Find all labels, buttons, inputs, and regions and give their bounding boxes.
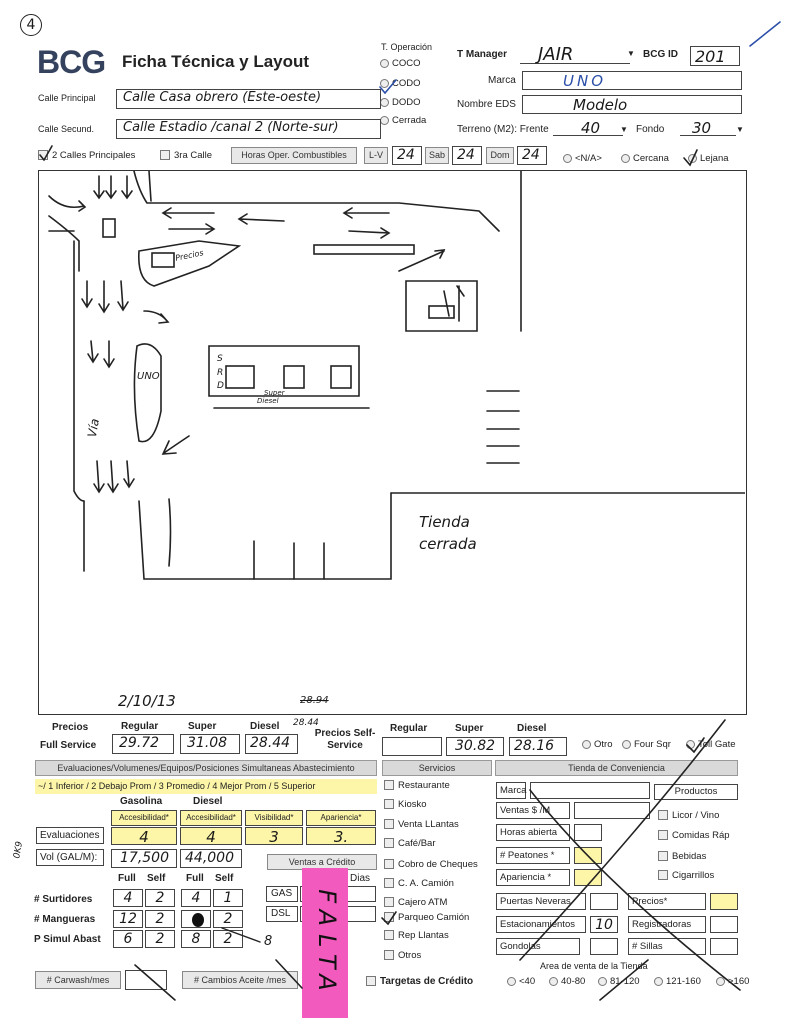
tercera-calle-checkbox[interactable]: [160, 150, 212, 161]
radio-icon: [507, 977, 516, 986]
checkbox-icon: [384, 878, 394, 888]
producto-label: Bebidas: [672, 851, 707, 862]
calle-secund-label: Calle Secund.: [38, 124, 95, 134]
op-option-coco[interactable]: [380, 58, 421, 69]
radio-icon: [380, 116, 389, 125]
estacionamientos-label: Estacionamientos: [496, 916, 586, 933]
falta-note: FALTA: [313, 889, 341, 999]
servicio-label: Cajero ATM: [398, 897, 448, 908]
lejana-label: Lejana: [700, 153, 729, 164]
evaluaciones-section-bar: Evaluaciones/Volumenes/Equipos/Posiciones Simultaneas Abastecimiento: [35, 760, 377, 776]
surt-value: 1: [223, 890, 233, 906]
self-regular-value: [383, 738, 389, 754]
area-option-4[interactable]: [654, 976, 701, 987]
vol-label: Vol (GAL/M):: [36, 849, 104, 866]
tarjetas-label: Targetas de Crédito: [380, 976, 474, 987]
eval-apar-field[interactable]: [306, 827, 376, 845]
t-operacion-label: T. Operación: [381, 42, 433, 52]
surt-value: 2: [155, 890, 165, 906]
self-service-label: Precios Self-Service: [314, 728, 376, 751]
cambios-aceite-label: # Cambios Aceite /mes: [182, 971, 298, 989]
gasolina-label: Gasolina: [120, 796, 163, 807]
vol-gas-field[interactable]: [111, 849, 177, 868]
checkbox-icon: [384, 838, 394, 848]
servicio-ca-camion[interactable]: [384, 878, 454, 889]
lv-label: L-V: [364, 147, 388, 164]
precios-tienda-label: Precios*: [628, 893, 706, 910]
layout-sketch-drawing: [39, 171, 745, 713]
t-manager-label: T Manager: [457, 49, 508, 60]
ventas-label: Ventas $ /M: [496, 802, 570, 819]
checkbox-icon: [366, 976, 376, 986]
ventas-field[interactable]: [574, 802, 650, 819]
dias-label: Dias: [350, 873, 371, 884]
dos-calles-label: 2 Calles Principales: [52, 150, 136, 161]
lv-field[interactable]: [392, 146, 422, 165]
servicio-label: Otros: [398, 950, 422, 961]
diesel-eval-label: Diesel: [193, 796, 223, 807]
op-label: CODO: [392, 78, 421, 89]
na-label: <N/A>: [575, 153, 602, 164]
otro-radio[interactable]: [582, 739, 612, 750]
fondo-value: 30: [692, 119, 712, 137]
calle-principal-value: Calle Casa obrero (Este-oeste): [123, 90, 322, 105]
mang-value: 12: [119, 911, 137, 927]
self-diesel-label: Diesel: [517, 723, 547, 734]
area-option-1[interactable]: [507, 976, 535, 987]
servicio-label: C. A. Camión: [398, 878, 454, 889]
gondolas-field[interactable]: [590, 938, 618, 955]
puertas-neveras-label: Puertas Neveras: [496, 893, 586, 910]
self-super-field[interactable]: [446, 737, 504, 756]
checkbox-icon: [384, 930, 394, 940]
toll-gate-radio[interactable]: [686, 739, 736, 750]
servicio-cafe-bar[interactable]: [384, 838, 436, 849]
radio-icon: [598, 977, 607, 986]
producto-cigarrillos[interactable]: [658, 870, 714, 881]
pump-note-diesel: Diesel: [257, 397, 279, 405]
calle-secund-field[interactable]: [116, 119, 381, 139]
carwash-field[interactable]: [125, 970, 167, 990]
eval-apar-value: 3.: [333, 828, 349, 846]
marca-label: Marca: [488, 75, 516, 86]
lv-value: 24: [397, 147, 415, 163]
simul-self-gas[interactable]: [145, 930, 175, 948]
area-option-label: <40: [519, 976, 536, 987]
op-option-codo[interactable]: [380, 78, 421, 89]
simul-value: 2: [223, 931, 233, 947]
strike-note: 28.94: [300, 695, 329, 706]
apariencia-tienda-field[interactable]: [574, 869, 602, 886]
tienda-marca-field[interactable]: [530, 782, 650, 799]
radio-icon: [549, 977, 558, 986]
servicio-cajero-atm[interactable]: [384, 897, 447, 908]
eval-gas-value: 4: [139, 828, 149, 846]
checkbox-icon: [658, 810, 668, 820]
dom-field[interactable]: [517, 146, 547, 165]
surt-full-gas[interactable]: [113, 889, 143, 907]
op-option-cerrada[interactable]: [380, 115, 426, 126]
eval-scale-bar: ~/ 1 Inferior / 2 Debajo Prom / 3 Promedio / 4 Mejor Prom / 5 Superior: [35, 779, 377, 794]
strike-note-2: 28.44: [293, 718, 319, 728]
radio-icon: [621, 154, 630, 163]
checkbox-icon: [658, 830, 668, 840]
checkbox-icon: [384, 780, 394, 790]
sillas-field[interactable]: [710, 938, 738, 955]
apariencia-header: Apariencia*: [306, 810, 376, 826]
via-sketch-note: Vía: [84, 417, 102, 439]
producto-label: Cigarrillos: [672, 870, 715, 881]
precios-tienda-field[interactable]: [710, 893, 738, 910]
op-label: COCO: [392, 58, 421, 69]
cercana-radio[interactable]: [621, 153, 669, 164]
full-label-2: Full: [186, 873, 204, 884]
regular-label: Regular: [121, 721, 159, 732]
registradoras-field[interactable]: [710, 916, 738, 933]
super-label: Super: [188, 721, 217, 732]
mang-value: 2: [155, 911, 165, 927]
op-label: DODO: [392, 97, 421, 108]
radio-icon: [622, 740, 631, 749]
radio-icon: [563, 154, 572, 163]
simul-value: 8: [191, 931, 201, 947]
simul-full-diesel[interactable]: [181, 930, 211, 948]
layout-sketch-canvas[interactable]: [38, 170, 747, 715]
servicio-label: Cobro de Cheques: [398, 859, 478, 870]
area-venta-label: Area de venta de la Tienda: [540, 961, 648, 971]
accesibilidad-gas-header: Accesibilidad*: [111, 810, 177, 826]
checkbox-icon: [384, 912, 394, 922]
servicio-label: Venta LLantas: [398, 819, 459, 830]
area-option-2[interactable]: [549, 976, 585, 987]
producto-bebidas[interactable]: [658, 851, 706, 862]
dos-calles-checkbox[interactable]: [38, 150, 135, 161]
checkbox-icon: [384, 819, 394, 829]
servicio-label: Parqueo Camión: [398, 912, 470, 923]
frente-value: 40: [581, 119, 601, 137]
tarjetas-credito-checkbox[interactable]: [366, 976, 473, 987]
servicio-label: Restaurante: [398, 780, 450, 791]
full-label-1: Full: [118, 873, 136, 884]
pump-note-s: S: [217, 354, 223, 364]
date-note: 2/10/13: [118, 692, 176, 710]
servicio-restaurante[interactable]: [384, 780, 450, 791]
full-super-value: 31.08: [187, 735, 228, 751]
bcg-id-label: BCG ID: [643, 49, 678, 60]
four-sqr-label: Four Sqr: [634, 739, 671, 750]
radio-icon: [688, 154, 697, 163]
horas-abierta-field[interactable]: [574, 824, 602, 841]
area-option-label: 81-120: [610, 976, 640, 987]
t-manager-field[interactable]: [520, 44, 630, 64]
servicio-cobro-cheques[interactable]: [384, 859, 478, 870]
self-label-2: Self: [215, 873, 234, 884]
self-regular-label: Regular: [390, 723, 428, 734]
checkbox-icon: [658, 870, 668, 880]
page-title: Ficha Técnica y Layout: [122, 52, 310, 71]
radio-icon: [582, 740, 591, 749]
surt-self-gas[interactable]: [145, 889, 175, 907]
servicio-label: Rep Llantas: [398, 930, 449, 941]
calle-principal-field[interactable]: [116, 89, 381, 109]
otro-label: Otro: [594, 739, 613, 750]
radio-icon: [380, 98, 389, 107]
simul-value: 2: [155, 931, 165, 947]
surt-value: 4: [123, 890, 133, 906]
radio-icon: [654, 977, 663, 986]
servicio-otros[interactable]: [384, 950, 421, 961]
tienda-sketch-note: Tienda cerrada: [419, 513, 477, 553]
marca-field[interactable]: [522, 71, 742, 90]
area-option-label: 121-160: [666, 976, 701, 987]
servicio-venta-llantas[interactable]: [384, 819, 459, 830]
radio-icon: [380, 79, 389, 88]
checkbox-icon: [384, 950, 394, 960]
accesibilidad-diesel-header: Accesibilidad*: [180, 810, 242, 826]
full-regular-value: 29.72: [119, 735, 160, 751]
self-label-1: Self: [147, 873, 166, 884]
area-option-5[interactable]: [716, 976, 749, 987]
self-diesel-field[interactable]: [509, 737, 567, 756]
sab-value: 24: [457, 147, 475, 163]
producto-licor[interactable]: [658, 810, 719, 821]
bcg-id-value: 201: [695, 47, 726, 66]
fondo-label: Fondo: [636, 124, 665, 135]
sab-label: Sab: [425, 147, 449, 164]
checkbox-icon: [384, 859, 394, 869]
sab-field[interactable]: [452, 146, 482, 165]
simul-value: 6: [123, 931, 133, 947]
radio-icon: [686, 740, 695, 749]
checkbox-icon: [38, 150, 48, 160]
productos-label: Productos: [654, 784, 738, 800]
calle-principal-label: Calle Principal: [38, 93, 96, 103]
estacionamientos-value: 10: [595, 917, 613, 933]
servicio-label: Kiosko: [398, 799, 427, 810]
self-regular-field[interactable]: [382, 737, 442, 756]
simul-full-gas[interactable]: [113, 930, 143, 948]
area-option-3[interactable]: [598, 976, 640, 987]
nombre-eds-value: Modelo: [573, 96, 628, 114]
bcg-id-field[interactable]: [690, 46, 740, 66]
surt-full-diesel[interactable]: [181, 889, 211, 907]
vol-gas-value: 17,500: [120, 850, 169, 866]
peatones-label: # Peatones *: [496, 847, 570, 864]
surt-value: 4: [191, 890, 201, 906]
lejana-radio[interactable]: [688, 153, 729, 164]
carwash-label: # Carwash/mes: [35, 971, 121, 989]
horas-abierta-label: Horas abierta: [496, 824, 570, 841]
mangueras-label: # Mangueras: [34, 914, 96, 925]
chevron-down-icon[interactable]: ▼: [627, 49, 635, 58]
precios-label: Precios: [52, 722, 89, 733]
sillas-label: # Sillas: [628, 938, 706, 955]
pump-note-d: D: [217, 381, 224, 391]
puertas-neveras-field[interactable]: [590, 893, 618, 910]
surtidores-label: # Surtidores: [34, 894, 93, 905]
full-diesel-field[interactable]: [245, 734, 298, 754]
gas-credit-label: GAS: [266, 886, 298, 902]
t-manager-value: JAIR: [538, 44, 574, 65]
self-super-label: Super: [455, 723, 484, 734]
tienda-header: Tienda de Conveniencia: [495, 760, 738, 776]
op-option-dodo[interactable]: [380, 97, 421, 108]
terreno-label: Terreno (M2): Frente: [457, 124, 549, 135]
ink-blot-icon: [192, 913, 204, 927]
calle-secund-value: Calle Estadio /canal 2 (Norte-sur): [123, 120, 339, 135]
producto-label: Comidas Ráp: [672, 830, 730, 841]
area-option-label: >160: [728, 976, 750, 987]
dom-label: Dom: [486, 147, 514, 164]
mang-full-diesel[interactable]: [181, 910, 211, 928]
pump-note-r: R: [217, 368, 224, 378]
full-service-label: Full Service: [40, 740, 97, 751]
producto-label: Licor / Vino: [672, 810, 720, 821]
self-diesel-value: 28.16: [514, 738, 555, 754]
registradoras-label: Registradoras: [628, 916, 706, 933]
uno-sketch-note: UNO: [137, 371, 160, 382]
chevron-down-icon[interactable]: ▼: [620, 125, 628, 134]
mang-full-gas[interactable]: [113, 910, 143, 928]
tienda-marca-label: Marca: [496, 782, 526, 799]
vol-diesel-value: 44,000: [185, 850, 234, 866]
simul-self-diesel[interactable]: [213, 930, 243, 948]
ventas-credito-button[interactable]: Ventas a Crédito: [267, 854, 377, 870]
bcg-logo: BCG: [37, 44, 106, 80]
checkbox-icon: [160, 150, 170, 160]
dom-value: 24: [522, 147, 540, 163]
mang-value: 2: [223, 911, 233, 927]
toll-gate-label: Toll Gate: [698, 739, 736, 750]
eval-diesel-value: 4: [206, 828, 216, 846]
dk-note: 0K9: [12, 840, 26, 860]
servicio-parqueo-camion[interactable]: [384, 912, 469, 923]
frente-field[interactable]: [553, 119, 623, 136]
checkbox-icon: [384, 897, 394, 907]
marca-value: UNO: [563, 72, 607, 90]
pump-note-super: Super: [264, 389, 285, 397]
mang-self-diesel[interactable]: [213, 910, 243, 928]
nombre-eds-field[interactable]: [522, 95, 742, 114]
falta-highlight: [302, 868, 348, 1018]
area-option-label: 40-80: [561, 976, 586, 987]
eval-diesel-field[interactable]: [180, 827, 242, 845]
nombre-eds-label: Nombre EDS: [457, 99, 516, 110]
apariencia-tienda-label: Apariencia *: [496, 869, 570, 886]
producto-comidas[interactable]: [658, 830, 730, 841]
servicios-header: Servicios: [382, 760, 492, 776]
surt-self-diesel[interactable]: [213, 889, 243, 907]
op-label: Cerrada: [392, 115, 427, 126]
na-radio[interactable]: [563, 153, 602, 164]
eval-gas-field[interactable]: [111, 827, 177, 845]
servicio-kiosko[interactable]: [384, 799, 427, 810]
peatones-field[interactable]: [574, 847, 602, 864]
visibilidad-header: Visibilidad*: [245, 810, 303, 826]
page-number-mark: 4: [20, 14, 42, 36]
radio-icon: [380, 59, 389, 68]
mang-self-gas[interactable]: [145, 910, 175, 928]
simul-label: P Simul Abast: [34, 934, 101, 945]
estacionamientos-field[interactable]: [590, 916, 618, 933]
gondolas-label: Gondolas: [496, 938, 580, 955]
checkbox-icon: [658, 851, 668, 861]
evaluaciones-label: Evaluaciones: [36, 827, 104, 844]
tercera-calle-label: 3ra Calle: [174, 150, 213, 161]
eval-vis-field[interactable]: [245, 827, 303, 845]
eval-vis-value: 3: [269, 828, 279, 846]
checkbox-icon: [384, 799, 394, 809]
full-regular-field[interactable]: [112, 734, 174, 754]
full-super-field[interactable]: [180, 734, 240, 754]
horas-oper-button[interactable]: Horas Oper. Combustibles: [231, 147, 357, 164]
vol-diesel-field[interactable]: [180, 849, 242, 868]
full-diesel-value: 28.44: [250, 735, 291, 751]
precios-sketch-note: Precios: [174, 248, 205, 263]
dsl-credit-label: DSL: [266, 906, 298, 922]
servicio-rep-llantas[interactable]: [384, 930, 449, 941]
self-super-value: 30.82: [455, 738, 496, 754]
servicio-label: Café/Bar: [398, 838, 436, 849]
simul-extra-note: 8: [264, 934, 273, 949]
fondo-field[interactable]: [680, 119, 736, 136]
diesel-label: Diesel: [250, 721, 280, 732]
radio-icon: [716, 977, 725, 986]
cercana-label: Cercana: [633, 153, 669, 164]
chevron-down-icon[interactable]: ▼: [736, 125, 744, 134]
four-sqr-radio[interactable]: [622, 739, 671, 750]
